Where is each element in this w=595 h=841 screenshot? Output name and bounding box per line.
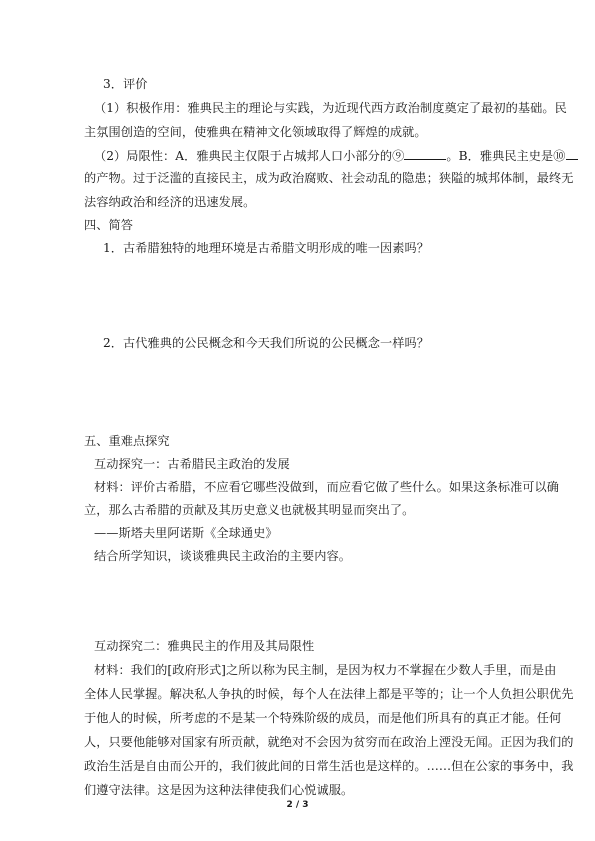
- positive-effect-line-2: 主氛围创造的空间，使雅典在精神文化领域取得了辉煌的成就。: [84, 125, 427, 139]
- answer-blank-9[interactable]: [404, 147, 446, 160]
- inquiry-2-title: 互动探究二：雅典民主的作用及其局限性: [94, 639, 315, 653]
- limitation-line-2: 的产物。过于泛滥的直接民主，成为政治腐败、社会动乱的隐患；狭隘的城邦体制，最终无: [84, 171, 574, 185]
- short-answer-heading: 四、简答: [84, 218, 133, 232]
- page-number: 2 / 3: [286, 800, 309, 810]
- inquiry-1-source: ——斯塔夫里阿诺斯《全球通史》: [94, 526, 278, 540]
- inquiry-1-title: 互动探究一：古希腊民主政治的发展: [94, 457, 290, 471]
- limitation-line-1: [94, 147, 566, 164]
- inquiry-2-material-line-6: 们遵守法律。这是因为这种法律使我们心悦诚服。: [84, 783, 354, 797]
- inquiry-2-material-line-3: 于他人的时候，所考虑的不是某一个特殊阶级的成员，而是他们所具有的真正才能。任何: [84, 711, 562, 725]
- inquiry-1-material-line-1: 材料：评价古希腊，不应看它哪些没做到，而应看它做了些什么。如果这条标准可以确: [94, 480, 560, 494]
- answer-blank-10[interactable]: [566, 147, 578, 160]
- inquiry-2-material-line-5: 政治生活是自由而公开的，我们彼此间的日常生活也是这样的。……但在公家的事务中，我: [84, 759, 574, 773]
- short-answer-question-1: 1．古希腊独特的地理环境是古希腊文明形成的唯一因素吗？: [103, 241, 429, 255]
- limitation-line-3: 法容纳政治和经济的迅速发展。: [84, 195, 256, 209]
- inquiry-2-material-line-2: 全体人民掌握。解决私人争执的时候，每个人在法律上都是平等的；让一个人负担公职优先: [84, 687, 574, 701]
- inquiry-2-material-line-4: 人，只要他能够对国家有所贡献，就绝对不会因为贫穷而在政治上湮没无闻。正因为我们的: [84, 735, 574, 749]
- evaluation-heading: 3．评价: [103, 77, 148, 91]
- key-points-heading: 五、重难点探究: [84, 434, 170, 448]
- limitation-text-a: （2）局限性：A．雅典民主仅限于占城邦人口小部分的⑨: [94, 149, 405, 163]
- inquiry-1-material-line-2: 立，那么古希腊的贡献及其历史意义也就极其明显而突出了。: [84, 503, 415, 517]
- inquiry-2-material-line-1: 材料：我们的[政府形式]之所以称为民主制，是因为权力不掌握在少数人手里，而是由: [94, 663, 557, 677]
- inquiry-1-question: 结合所学知识，谈谈雅典民主政治的主要内容。: [94, 549, 351, 563]
- short-answer-question-2: 2．古代雅典的公民概念和今天我们所说的公民概念一样吗？: [103, 336, 429, 350]
- positive-effect-line-1: （1）积极作用：雅典民主的理论与实践，为近现代西方政治制度奠定了最初的基础。民: [94, 101, 567, 115]
- limitation-text-b: 。B．雅典民主史是⑩: [446, 149, 566, 163]
